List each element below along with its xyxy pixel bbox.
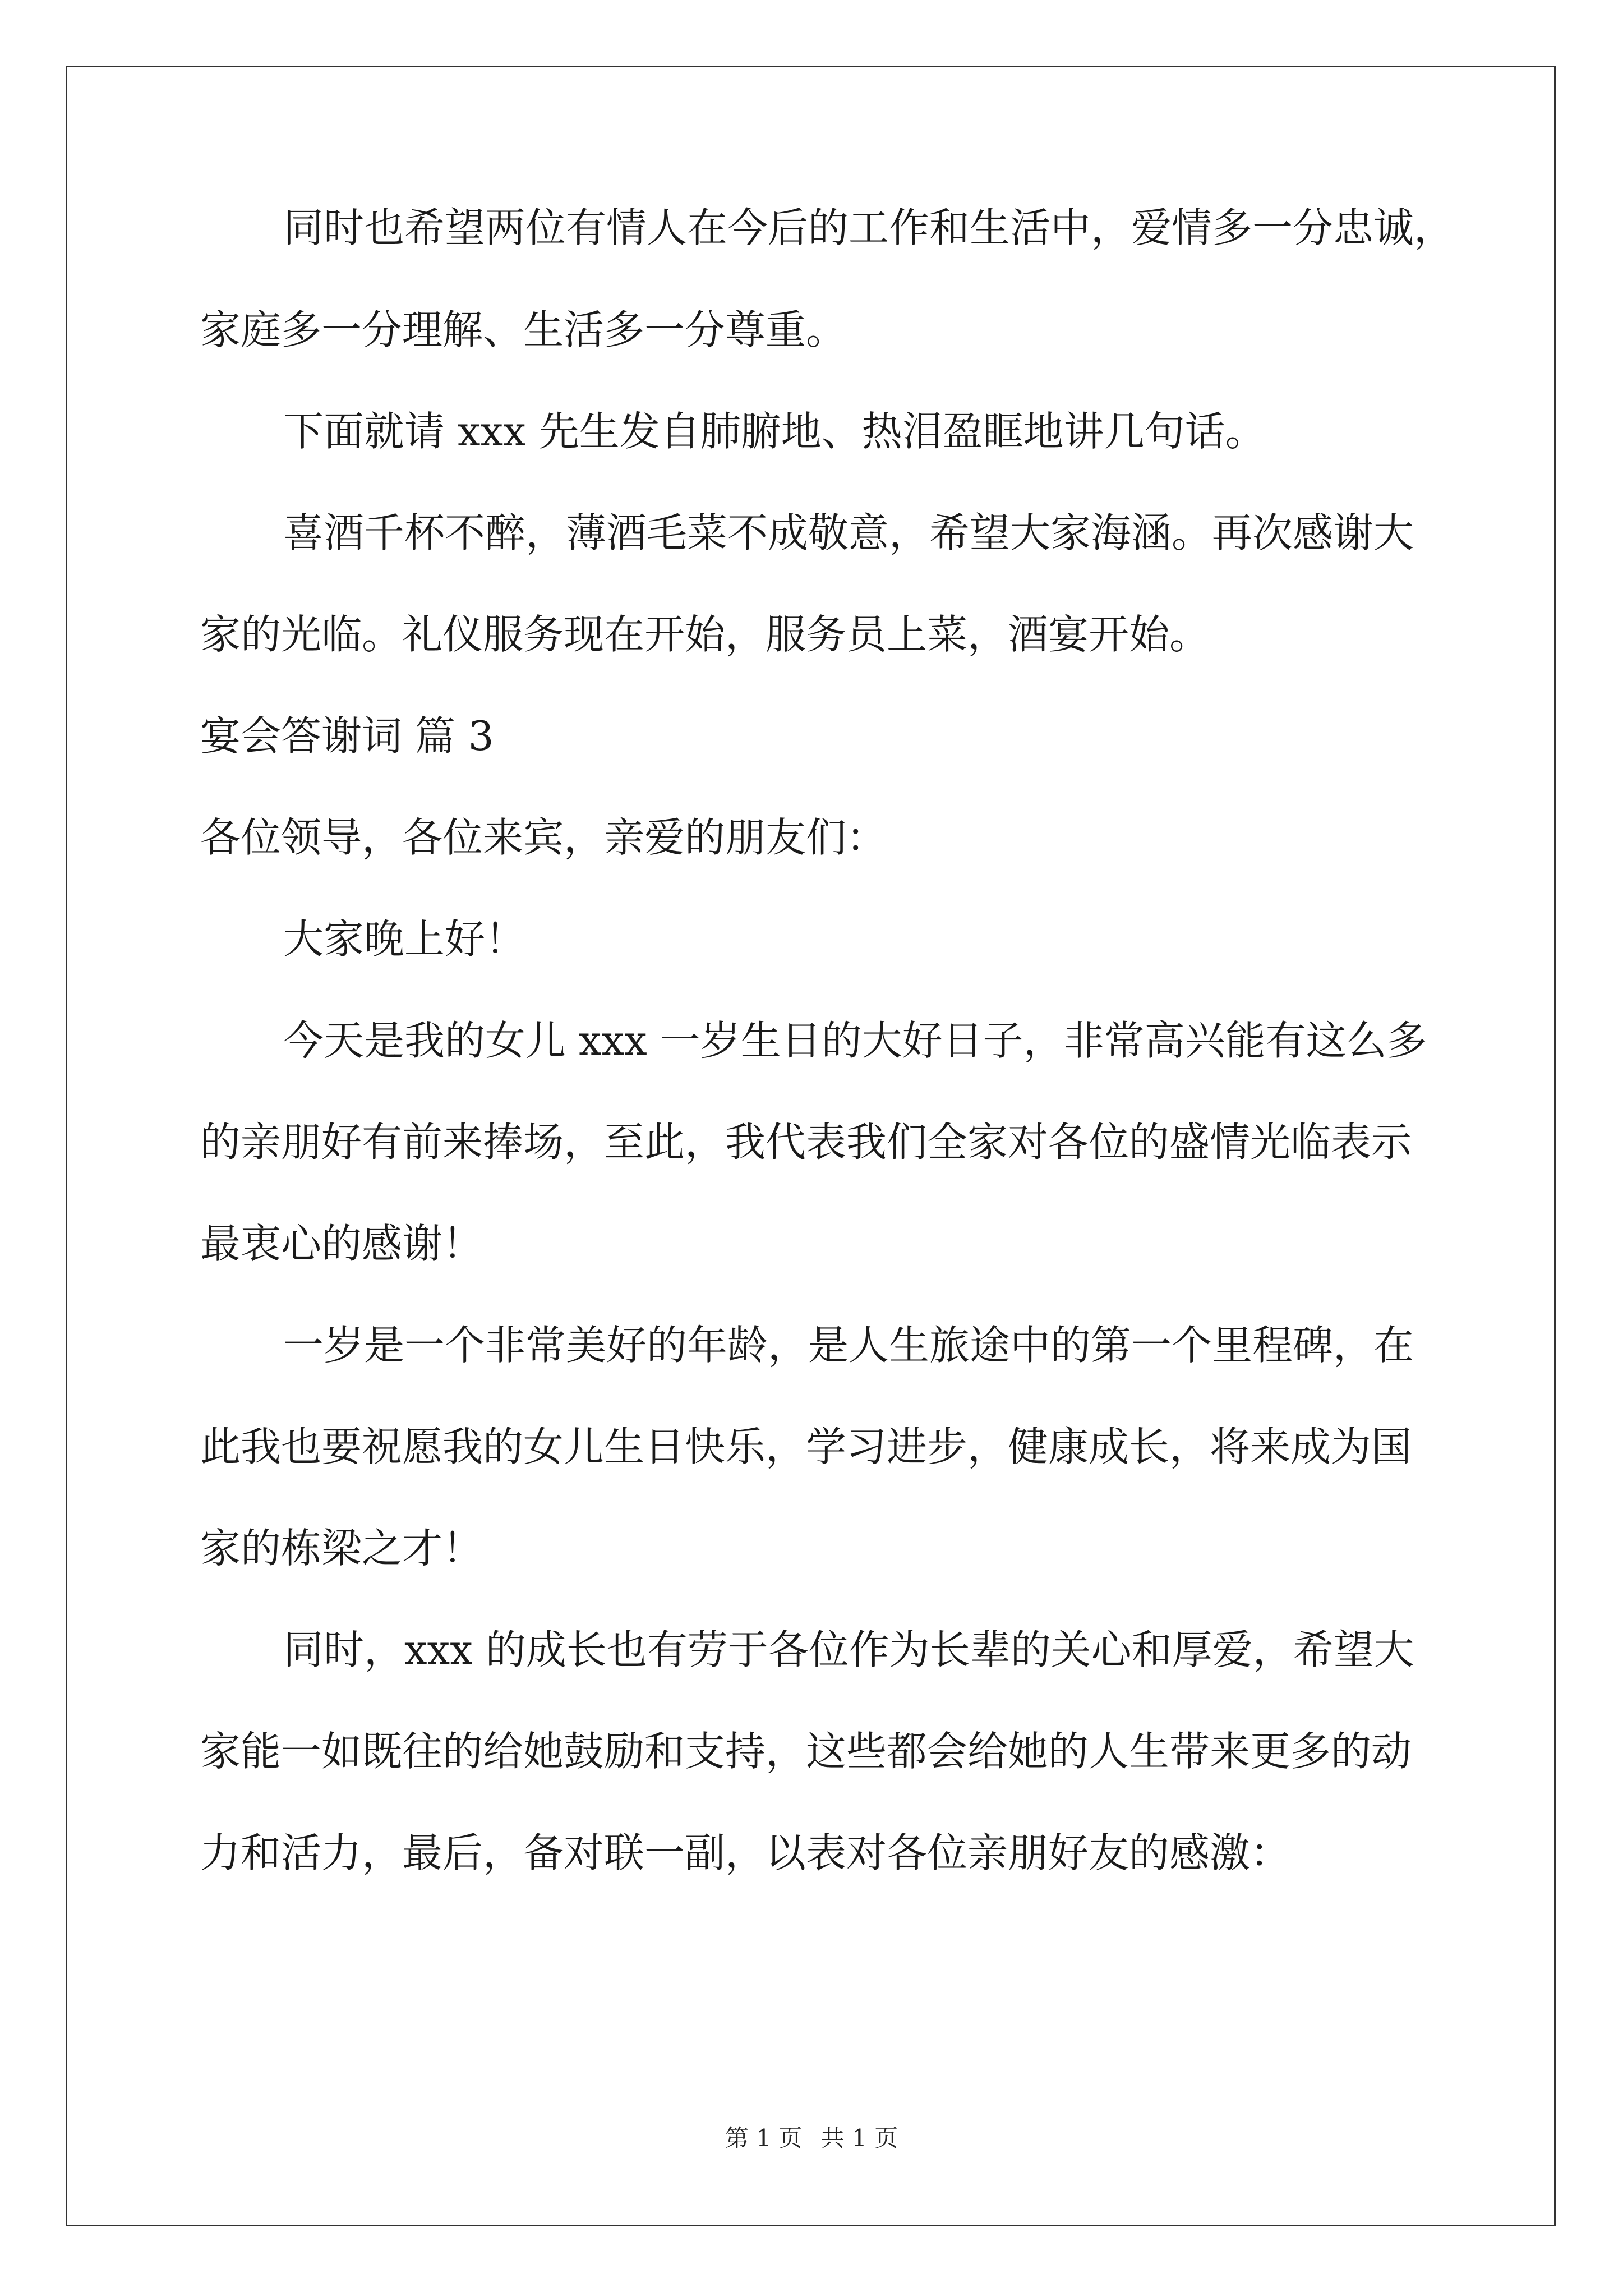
paragraph-line: 今天是我的女儿 xxx 一岁生日的大好日子，非常高兴能有这么多 [283, 1017, 1427, 1064]
paragraph-line: 最衷心的感谢！ [200, 1220, 483, 1267]
page-footer [0, 2123, 1623, 2154]
paragraph-line: 下面就请 xxx 先生发自肺腑地、热泪盈眶地讲几句话。 [283, 408, 1266, 455]
greeting-line: 大家晚上好！ [283, 915, 526, 963]
paragraph-line: 一岁是一个非常美好的年龄，是人生旅途中的第一个里程碑，在 [283, 1322, 1414, 1369]
paragraph-line: 家的光临。礼仪服务现在开始，服务员上菜，酒宴开始。 [200, 611, 1210, 658]
paragraph-line: 同时，xxx 的成长也有劳于各位作为长辈的关心和厚爱，希望大 [283, 1626, 1414, 1673]
paragraph-line: 家能一如既往的给她鼓励和支持，这些都会给她的人生带来更多的动 [200, 1728, 1412, 1775]
paragraph-line: 力和活力，最后，备对联一副，以表对各位亲朋好友的感激： [200, 1829, 1291, 1876]
paragraph-line: 喜酒千杯不醉，薄酒毛菜不成敬意，希望大家海涵。再次感谢大 [283, 509, 1414, 556]
page-number: 第 1 页 [725, 2124, 803, 2152]
paragraph-line: 同时也希望两位有情人在今后的工作和生活中，爱情多一分忠诚， [283, 204, 1455, 251]
paragraph-line: 的亲朋好有前来捧场，至此，我代表我们全家对各位的盛情光临表示 [200, 1119, 1412, 1166]
page-total: 共 1 页 [820, 2124, 898, 2152]
salutation-line: 各位领导，各位来宾，亲爱的朋友们： [200, 814, 887, 861]
section-heading: 宴会答谢词 篇 3 [200, 712, 494, 760]
paragraph-line: 家庭多一分理解、生活多一分尊重。 [200, 306, 847, 353]
paragraph-line: 此我也要祝愿我的女儿生日快乐，学习进步，健康成长，将来成为国 [200, 1423, 1412, 1470]
paragraph-line: 家的栋梁之才！ [200, 1525, 483, 1572]
